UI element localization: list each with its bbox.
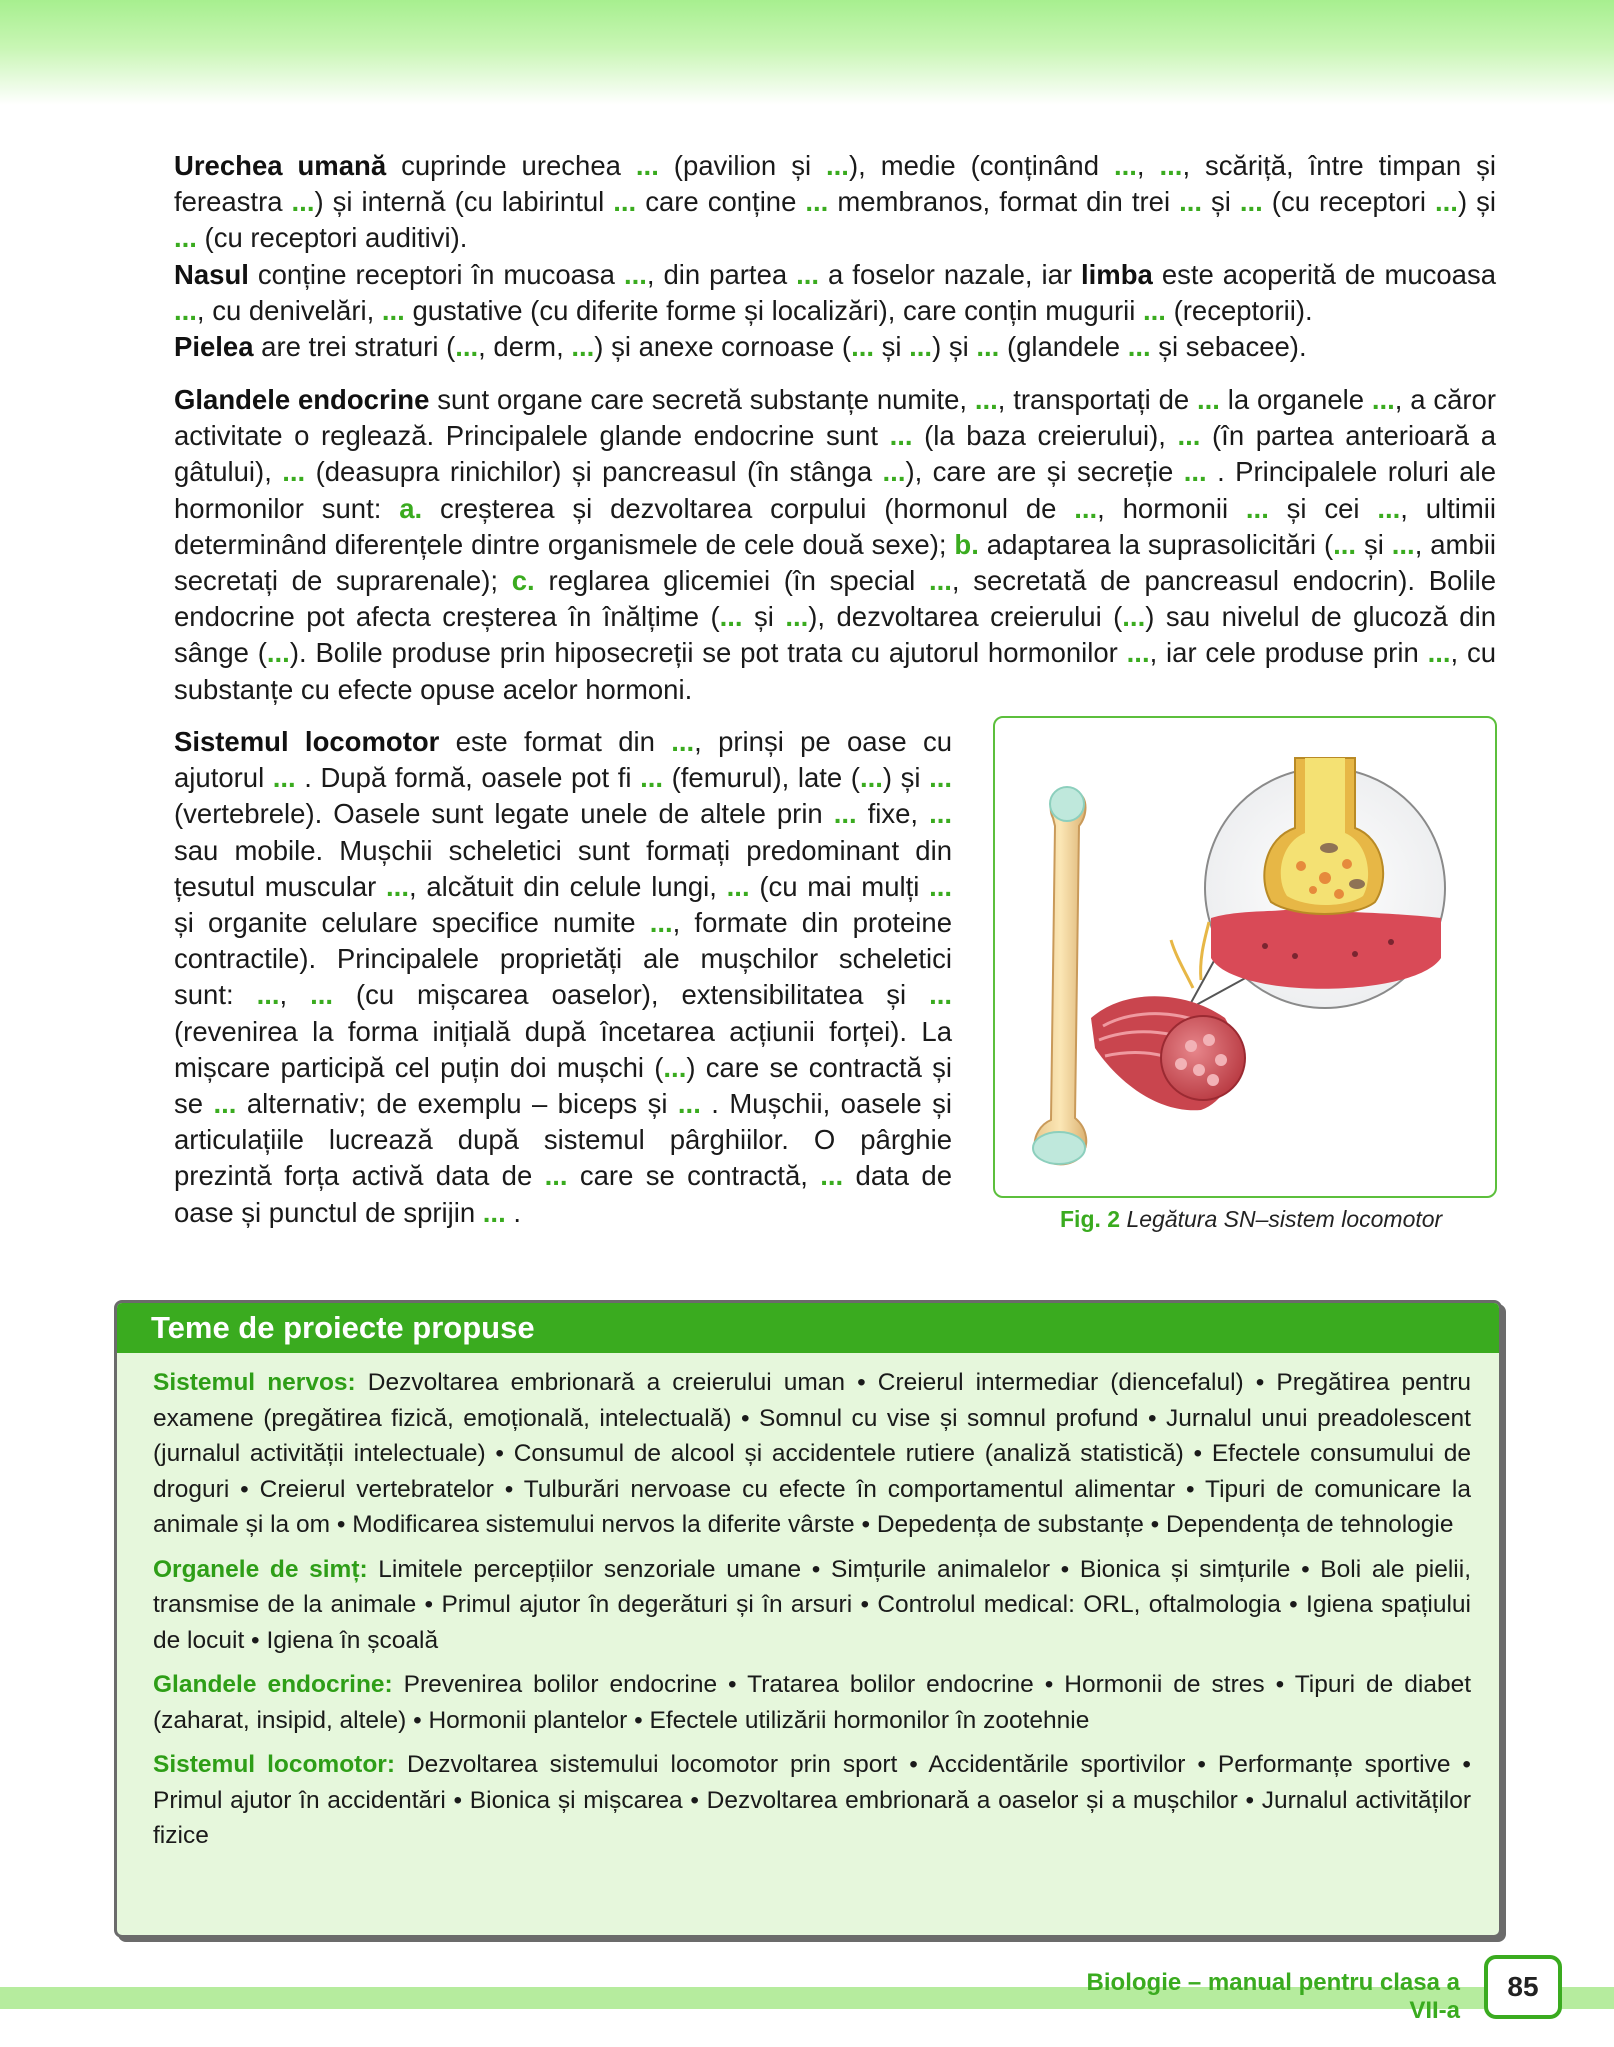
top-decorative-band: [0, 0, 1614, 105]
project-item-locomotor-system: Sistemul locomotor: Dezvoltarea sistemului locomotor prin sport • Accidentările sportivilor • Performanțe sportive • Primul ajutor în accidentări • Bionica și mișcarea • Dezvoltarea embrionară a oaselor și a mușchilor • Jurnalul activităților fizice: [153, 1751, 1471, 1849]
projects-body: [117, 1353, 1499, 1854]
paragraph-sense-organs: Urechea umană cuprinde urechea ... (pavilion și ...), medie (conținând ..., ..., scăriță, între timpan și fereastra ...) și internă (cu labirintul ... care conține ... membranos, format din trei ... și ... (cu receptori ...) și ... (cu receptori auditivi). Nasul conține receptori în mucoasa ..., din partea ... a foselor nazale, iar limba este acoperită de mucoasa ..., cu denivelări, ... gustative (cu diferite forme și localizări), care conțin mugurii ... (receptorii). Pielea are trei straturi (..., derm, ...) și anexe cornoase (... și ...) și ... (glandele ... și sebacee).: [174, 150, 1497, 363]
projects-header: Teme de proiecte propuse: [117, 1303, 1499, 1353]
figure-nervous-locomotor-link: [993, 716, 1497, 1198]
figure-illustration: [995, 718, 1495, 1196]
paragraph-locomotor-system: Sistemul locomotor este format din ..., prinși pe oase cu ajutorul ... . După formă, oasele pot fi ... (femurul), late (...) și ... (vertebrele). Oasele sunt legate unele de altele prin ... fixe, ... sau mobile. Mușchii scheletici sunt formați predominant din țesutul muscular ..., alcătuit din celule lungi, ... (cu mai mulți ... și organite celulare specifice numite ..., formate din proteine contractile). Principalele proprietăți ale mușchilor scheletici sunt: ..., ... (cu mișcarea oaselor), extensibilitatea și ... (revenirea la forma inițială după încetarea acțiunii forței). La mișcare participă cel puțin doi mușchi (...) care se contractă și se ... alternativ; de exemplu – biceps și ... . Mușchii, oasele și articulațiile lucrează după sistemul pârghiilor. O pârghie prezintă forța activă data de ... care se contractă, ... data de oase și punctul de sprijin ... .: [174, 726, 953, 1228]
project-item-nervous-system: Sistemul nervos: Dezvoltarea embrionară a creierului uman • Creierul intermediar (diencefalul) • Pregătirea pentru examene (pregătirea fizică, emoțională, intelectuală) • Somnul cu vise și somnul profund • Jurnalul unui preadolescent (jurnalul activității intelectuale) • Consumul de alcool și accidentele rutiere (analiză statistică) • Efectele consumului de droguri • Creierul vertebratelor • Tulburări nervoase cu efecte în comportamentul alimentar • Tipuri de comunicare la animale și la om • Modificarea sistemului nervos la diferite vârste • Depedența de substanțe • Dependența de tehnologie: [153, 1369, 1471, 1538]
figure-caption: Fig. 2 Legătura SN–sistem locomotor: [1060, 1206, 1443, 1232]
page-number: 85: [1484, 1955, 1562, 2019]
femur-bone: [1033, 787, 1086, 1164]
project-item-endocrine-glands: Glandele endocrine: Prevenirea bolilor endocrine • Tratarea bolilor endocrine • Hormonii de stres • Tipuri de diabet (zaharat, insipid, altele) • Hormonii plantelor • Efectele utilizării hormonilor în zootehnie: [153, 1671, 1472, 1734]
paragraph-endocrine-glands: Glandele endocrine sunt organe care secretă substanțe numite, ..., transportați de ... la organele ..., a căror activitate o reglează. Principalele glande endocrine sunt ... (la baza creierului), ... (în partea anterioară a gâtului), ... (deasupra rinichilor) și pancreasul (în stânga ...), care are și secreție ... . Principalele roluri ale hormonilor sunt: a. creșterea și dezvoltarea corpului (hormonul de ..., hormonii ... și cei ..., ultimii determinând diferențele dintre organismele de cele două sexe); b. adaptarea la suprasolicitări (... și ..., ambii secretați de suprarenale); c. reglarea glicemiei (în special ..., secretată de pancreasul endocrin). Bolile endocrine pot afecta creșterea în înălțime (... și ...), dezvoltarea creierului (...) sau nivelul de glucoză din sânge (...). Bolile produse prin hiposecreții se pot trata cu ajutorul hormonilor ..., iar cele produse prin ..., cu substanțe cu efecte opuse acelor hormoni.: [174, 384, 1497, 705]
synapse-zoom: [1205, 758, 1445, 1008]
projects-box: [114, 1300, 1502, 1938]
project-item-sense-organs: Organele de simț: Limitele percepțiilor senzoriale umane • Simțurile animalelor • Bionica și simțurile • Boli ale pielii, transmise de la animale • Primul ajutor în degerături și în arsuri • Controlul medical: ORL, oftalmologia • Igiena spațiului de locuit • Igiena în școală: [153, 1555, 1471, 1654]
footer-book-title: Biologie – manual pentru clasa a VII-a: [1086, 1969, 1460, 2024]
muscle-bundle: [1091, 996, 1245, 1110]
